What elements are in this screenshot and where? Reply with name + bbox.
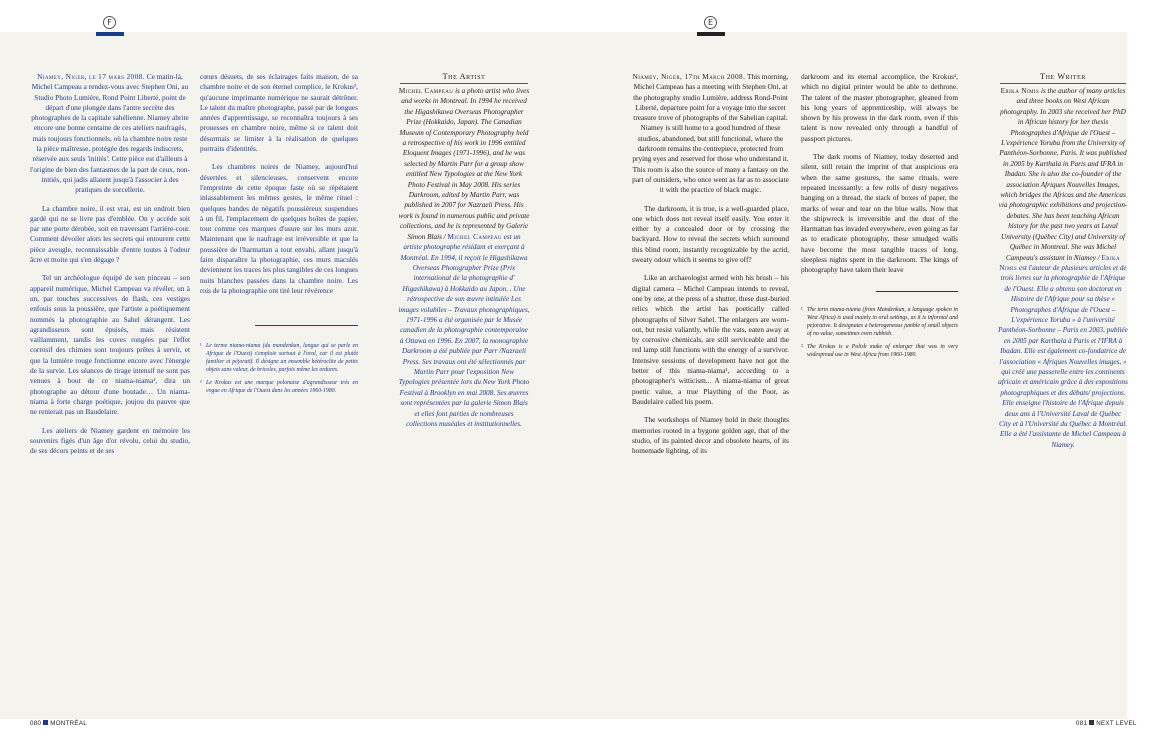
english-col2-paragraph-2: The dark rooms of Niamey, today deserted and silent, still retain the imprint of that auspicious era when the same gestures, the same rituals, were repeated incessantly: a few rolls of dusty negatives hanging on a thread, the stack of boxes of paper, the marks of wear and tear on the blue walls. Now that the shipwreck is irreversible and the dust of the Harmattan has invaded everywhere, even going as far as to eradicate photography, these smudged walls have become the most tangible traces of long, sleepless nights spent in the darkroom. The kings of photography have taken their leave (801, 152, 958, 275)
english-intro (632, 72, 789, 196)
french-marker-icon: F (103, 16, 116, 29)
right-section-name: NEXT LEVEL (1096, 720, 1137, 727)
english-note-rule (876, 291, 958, 292)
writer-bio (998, 86, 1128, 450)
english-footnote-2: ² The Krokus is a Polish make of enlarger that was in very widespread use in West Africa from 1960-1980. (801, 344, 958, 358)
artist-name-english: Michel Campeau (398, 87, 454, 95)
english-footnotes (801, 306, 958, 364)
square-icon (43, 720, 48, 725)
square-icon (1089, 720, 1094, 725)
english-column-2 (801, 72, 958, 276)
english-paragraph-3: Like an archaeologist armed with his brush – his digital camera – Michel Campeau intends to reveal, one by one, at the press of a shutter, these dust-buried relics which the artist has poetically called photographs of Silver Sahel. The enlargers are worn-out, but resist valiantly, while the vats, eaten away at by corrosive chemicals, are still serviceable and the red lamp still functions with the energy of a survivor. Intensive sessions of development have not got the better of this niama-niama¹, according to a photographer's witticism... A niama-niama of great poetic value, a true Plaything of the Poor, as Baudelaire called his poem. (632, 273, 789, 406)
french-paragraph-3: Tel un archéologue équipé de son pinceau – son appareil numérique, Michel Campeau va révéler, un à un, par touches successives de flash, ces vestiges enfouis sous la poussière, que l'artiste a poétiquement nommés la photographie au Sahel dérangent. Les agrandisseurs sont épuisés, mais résistent vaillamment, tandis les cuves rongées par l'effet corrosif des chimies sont toujours prêtes à servir, et que la lumière rouge fonctionne encore avec l'énergie de la survie. Les séances de tirage intensif ne sont pas venues à bout de ce niama-niama¹, dira un photographe au détour d'une boutade… Un niama-niama à forte charge poétique, joujou du pauvre que ne renierait pas un Baudelaire. (30, 273, 190, 417)
french-accent-bar (96, 32, 124, 36)
english-paragraph-4: The workshops of Niamey hold in their thoughts memories rooted in a bygone golden age, that of the studio, of its painted decor and obsolete hearts, of its homemade lighting, of its (632, 415, 789, 456)
artist-bio-english: Michel Campeau is a photo artist who lives and works in Montreal. In 1994 he received the Higashikawa Overseas Photographer Prize (Hokkaido, Japan). The Canadian Museum of Contemporary Photography held a retrospective of his work in 1996 entitled Eloquent Images (1971-1996), and he was selected by Martin Parr for a group show entitled New Typologies at the New York Photo Festival in May 2008. His series Darkroom, edited by Martin Parr, was published in 2007 for Nazraeli Press. His work is found in numerous public and private collections, and he is represented by Galerie Simon Blais / (398, 87, 530, 241)
french-footnotes (200, 342, 358, 400)
top-margin (0, 0, 1159, 32)
french-col2-paragraph-1: cœurs désuets, de ses éclairages faits maison, de sa chambre noire et de son éternel complice, le Krokus², qu'aucune imprimante numérique ne saurait détrôner. Le talent du maître photographe, passé par de longues années d'apprentissage, se reconnaîtra toujours à ses prouesses en chambre noire, même si ce talent doit désormais se limiter à la réalisation de quelques portraits d'identités. (200, 72, 358, 154)
english-intro-text: This morning, Michel Campeau has a meeting with Stephen Oni, at the photography studio Lumière, address Rond-Point Liberté, departure point for a voyage into the secret treasure trove of photographs of the Sahelian capital. Niamey is still home to a good hundred of these studios, abandoned, but still functional, where the darkroom remains the centrepiece, protected from prying eyes and reserved for those who understand it. This room is also the source of many a fantasy on the part of outsiders, who once went as far as to associate it with the practice of black magic. (632, 72, 789, 195)
writer-sidebar-title: The Writer (1000, 72, 1126, 84)
english-column-1 (632, 72, 789, 456)
english-dateline: Niamey, Niger, 17th March 2008. (632, 72, 746, 81)
writer-name-english: Erika Nimis (1000, 87, 1040, 95)
left-page-number: 080 (30, 720, 42, 727)
bottom-margin (0, 719, 1159, 751)
left-section-name: MONTRÉAL (50, 720, 88, 727)
left-folio (30, 720, 87, 727)
artist-name-french: Michel Campeau (447, 232, 502, 241)
french-column-1 (30, 72, 190, 456)
writer-name-french: Erika Nimis (999, 253, 1121, 272)
right-margin (1127, 32, 1159, 719)
writer-bio-french: Erika Nimis est l'auteur de plusieurs articles et de trois livres sur la photographie de l'Afrique de l'Ouest. Elle a obtenu son doctorat en Histoire de l'Afrique pour sa thèse « Photographes d'Afrique de l'Ouest – L'expérience Yoruba » à l'université Panthéon-Sorbonne – Paris en 2003, publiée en 2005 par Karthala à Paris et l'IFRA à Ibadan. Elle est également co-fondatrice de l'association « Afriques Nouvelles images, » qui créé une passerelle entre les continents africain et américain grâce à des expositions photographiques et des débats/ projections. Elle enseigne l'histoire de l'Afrique depuis deux ans à l'Université Laval de Québec City et à l'Université du Québec à Montréal. Elle a été l'assistante de Michel Campeau à Niamey. (998, 253, 1128, 449)
french-intro (30, 72, 190, 196)
right-page-number: 081 (1076, 720, 1088, 727)
artist-bio-french: Michel Campeau est un artiste photographe résidant et exerçant à Montréal. En 1994, il reçoit le Higashikawa Overseas Photographer Prize (Prix international de la photographie d' Higashikawa) à Hokkaido au Japon. . Une rétrospective de son œuvre intitulée Les images volubiles – Travaux photographiques, 1971-1996 a été organisée par le Musée canadien de la photographie contemporaine à Ottawa en 1996. En 2007, la monographie Darkroom a été publiée par Parr /Nazraeli Press. Ses travaux ont été sélectionnés par Martin Parr pour l'exposition New Typologies présentée lors du New York Photo Festival à Brooklyn en mai 2008. Ses œuvres sont représentées par la galerie Simon Blais et elles font parties de nombreuses collections muséales et institutionnelles. (398, 232, 530, 428)
english-footnote-1: ¹ The term niama-niama (from Mandenkan, a language spoken in West Africa) is used mainly in oral settings, as it is informal and pejorative. It designates a heterogeneous jumble of small objects of no value, sometimes even rubbish. (801, 307, 958, 337)
french-footnote-2: ² Le Krokus est une marque polonaise d'agrandisseur très en vogue en Afrique de l'Ouest dans les années 1960-1980. (200, 380, 358, 394)
french-dateline: Niamey, Niger, le 17 mars 2008. (37, 72, 145, 81)
right-folio (1076, 720, 1137, 727)
french-column-2 (200, 72, 358, 296)
english-col2-paragraph-1: darkroom and its eternal accomplice, the Krokus², which no digital printer would be able to dethrone. The talent of the master photographer, gleaned from his long years of apprenticeship, will always be shown by his prowess in the dark room, even if this talent is now revealed only through a handful of passport pictures. (801, 72, 958, 143)
artist-sidebar-title: The Artist (400, 72, 528, 84)
artist-bio (398, 86, 530, 429)
french-paragraph-4: Les ateliers de Niamey gardent en mémoire les souvenirs figés d'un âge d'or révolu, celui du studio, de ses décors peints et de ses (30, 425, 190, 456)
writer-bio-english: Erika Nimis is the author of many articles and three books on West African photography. In 2003 she received her PhD in African history for her thesis Photographes d'Afrique de l'Ouest – L'expérience Yoruba from the University of Panthéon-Sorbonne, Paris. It was published in 2005 by Karthala in Paris and IFRA in Ibadan. She is also the co-founder of the association Afriques Nouvelles Images, which bridges the Africas and the Americas via photographic exhibitions and projection-debates. She has been teaching African history for the past two years at Laval University (Québec City) and University of Québec in Montreal. She was Michel Campeau's assistant in Niamey / (998, 87, 1128, 262)
english-paragraph-2: The darkroom, it is true, is a well-guarded place, one which does not reveal itself easily. You enter it either by a concealed door or by crossing the backyard. How to reveal the secrets which surround this blind room, instantly recognizable by the acrid, sweaty odour which it seems to give off? (632, 203, 789, 265)
english-accent-bar (697, 32, 725, 36)
french-col2-paragraph-2: Les chambres noires de Niamey, aujourd'hui désertées et silencieuses, conservent encore l'empreinte de cette époque faste où se répétaient inlassablement les mêmes gestes, le même rituel : quelques bandes de négatifs poussiéreux suspendues à un fil, l'emplacement de quelques boîtes de papier, tout comme ces marques d'usure sur les murs azur. Maintenant que le naufrage est irréversible et que la poussière de l'harmattan a tout envahi, allant jusqu'à faire disparaître la photographie, ces murs maculés deviennent les traces les plus tangibles de ces longues nuits blanches passées dans la chambre noire. Les rois de la photographie ont tiré leur révérence (200, 162, 358, 295)
english-marker-icon: E (704, 16, 717, 29)
french-paragraph-2: La chambre noire, il est vrai, est un endroit bien gardé qui ne se livre pas d'emblée. On y accède soit par une porte dérobée, soit en traversant l'arrière-cour. Comment dévoiler alors les secrets qui entourent cette pièce aveugle, reconnaissable d'entre toutes à l'odeur âcre et moite qui s'en dégage ? (30, 203, 190, 265)
french-footnote-1: ¹ Le terme niama-niama (du mandenkan, langue qui se parle en Afrique de l'Ouest) s'emploie surtout à l'oral, car il est plutôt familier et péjoratif. Il désigne un ensemble hétéroclite de petits objets sans valeur, de bricoles, parfois même les ordures. (200, 343, 358, 373)
french-intro-text: Ce matin-là, Michel Campeau a rendez-vous avec Stephen Oni, au Studio Photo Lumière, Rond Point Liberté, point de départ d'une plongée dans l'antre secrète des photographes de la capitale sahélienne. Niamey abrite encore une bonne centaine de ces ateliers naufragés, mais toujours fonctionnels, où la chambre noire reste la pièce maîtresse, protégée des regards indiscrets, réservée aux seuls 'initiés'. Cette pièce est d'ailleurs à l'origine de bien des fantasmes de la part de ceux, non-initiés, qui jadis allaient jusqu'à l'associer à des pratiques de sorcellerie. (30, 72, 190, 195)
french-note-rule (255, 325, 358, 326)
